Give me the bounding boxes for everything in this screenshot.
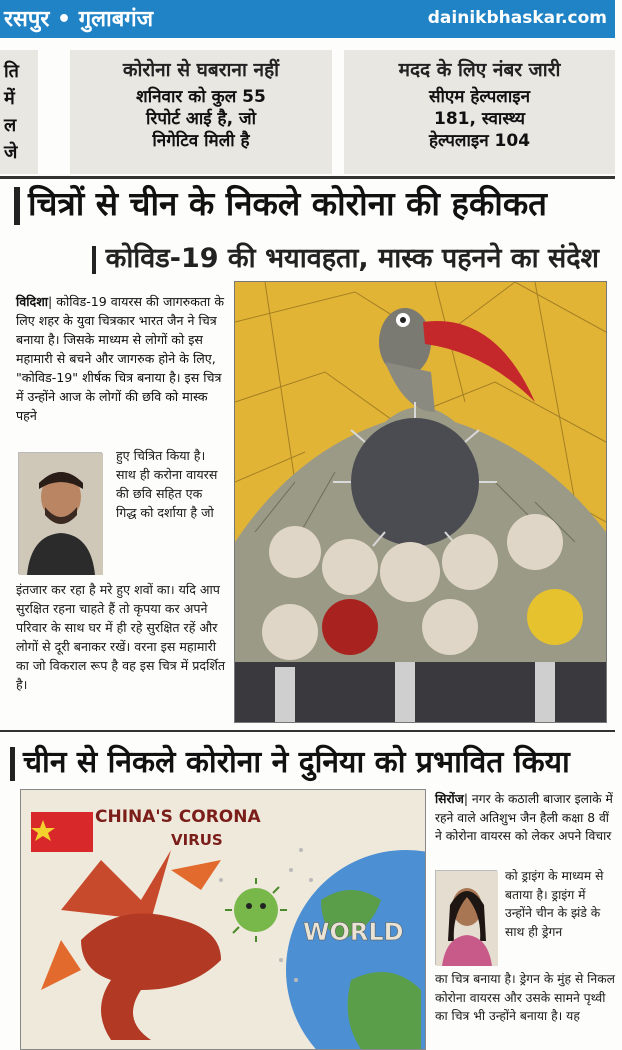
strip-box-title: मदद के लिए नंबर जारी: [398, 59, 561, 81]
news-strip: [0, 50, 615, 174]
story2-headline: [10, 740, 615, 781]
headline-bar: [14, 187, 20, 225]
strip-box-corona: [70, 50, 332, 174]
story2-dateline: सिरोंज: [435, 792, 464, 806]
divider-rule: [0, 730, 615, 732]
header-band: [0, 0, 615, 38]
strip-box-title: कोरोना से घबराना नहीं: [122, 59, 280, 81]
story2-body-bottom: का चित्र बनाया है। ड्रेगन के मुंह से निकल कोरोना वायरस और उसके सामने पृथ्वी का चित्र भी उन्होंने बनाया है। यह: [435, 972, 615, 1024]
banner-text-2: VIRUS: [171, 831, 223, 849]
header-place: रसपुर • गुलाबगंज: [4, 7, 154, 32]
story1-headline-text: चित्रों से चीन के निकले कोरोना की हकीकत: [28, 184, 547, 223]
strip-box-line: रिपोर्ट आई है, जो: [146, 109, 256, 129]
banner-text: CHINA'S CORONA: [95, 807, 261, 827]
story2-body-top: सिरोंज| नगर के कठाली बाजार इलाके में रहने वाले अतिशुभ जैन हैली कक्षा 8 वीं ने कोरोना वायरस को लेकर अपने विचार: [435, 792, 613, 844]
fragment-line: में: [4, 88, 15, 109]
site-name[interactable]: dainikbhaskar.com: [427, 8, 607, 28]
story1-dateline: विदिशा: [16, 294, 49, 309]
story1-subheadline-text: कोविड-19 की भयावहता, मास्क पहनने का संदेश: [105, 243, 599, 274]
fragment-line: ल: [4, 115, 17, 136]
fragment-line: जे: [4, 142, 18, 163]
divider-rule: [0, 176, 615, 179]
strip-box-line: सीएम हेल्पलाइन: [428, 87, 531, 107]
artist-photo: [18, 452, 102, 574]
story1-body-bottom: इंतजार कर रहा है मरे हुए शवों का। यदि आप सुरक्षित रहना चाहते हैं तो कृपया कर अपने परिवार के साथ घर में ही रहे सुरक्षित रहें और लोगों से दूरी बनाकर रखें। वरना इस महामारी का जो विकराल रूप है वह इस चित्र में प्रदर्शित है।: [16, 582, 226, 692]
covid19-painting: [234, 281, 607, 723]
story2-body-wrap: को ड्राइंग के माध्यम से बताया है। ड्राइंग में उन्होंने चीन के झंडे के साथ ही ड्रेगन: [505, 869, 604, 939]
story2-text-top: नगर के कठाली बाजार इलाके में रहने वाले अतिशुभ जैन हैली कक्षा 8 वीं ने कोरोना वायरस को लेकर अपने विचार: [435, 792, 613, 844]
story1-headline: [14, 180, 614, 225]
subheadline-bar: [92, 246, 96, 274]
story1-body-top: विदिशा| कोविड-19 वायरस की जागरुकता के लिए शहर के युवा चित्रकार भारत जैन ने चित्र बनाया है। जिसके माध्यम से लोगों को इस महामारी से बचने और जागरुक होने के लिए, "कोविड-19" शीर्षक चित्र बनाया है। इस चित्र में उन्होंने आज के लोगों की छवि को मास्क पहने: [16, 294, 224, 423]
strip-box-helpline: [344, 50, 615, 174]
story1-body-wrap: हुए चित्रित किया है। साथ ही करोना वायरस की छवि सहित एक गिद्ध को दर्शाया है जो: [116, 448, 218, 520]
story1-subheadline: [0, 238, 615, 275]
dragon-drawing: [20, 789, 426, 1050]
story2-headline-text: चीन से निकले कोरोना ने दुनिया को प्रभावित किया: [23, 745, 570, 780]
strip-box-line: 181, स्वास्थ्य: [433, 109, 526, 129]
fragment-line: ति: [4, 61, 19, 82]
strip-box-line: निगेटिव मिली है: [152, 131, 250, 151]
strip-box-line: शनिवार को कुल 55: [136, 87, 266, 107]
headline-bar: [10, 747, 15, 781]
strip-left-fragment: [0, 50, 38, 174]
story1-text-top: कोविड-19 वायरस की जागरुकता के लिए शहर के युवा चित्रकार भारत जैन ने चित्र बनाया है। जिसके माध्यम से लोगों को इस महामारी से बचने और जागरुक होने के लिए, "कोविड-19" शीर्षक चित्र बनाया है। इस चित्र में उन्होंने आज के लोगों की छवि को मास्क पहने: [16, 294, 224, 423]
student-photo: [435, 870, 497, 965]
globe-text: WORLD: [303, 918, 404, 946]
strip-box-line: हेल्पलाइन 104: [428, 131, 531, 151]
